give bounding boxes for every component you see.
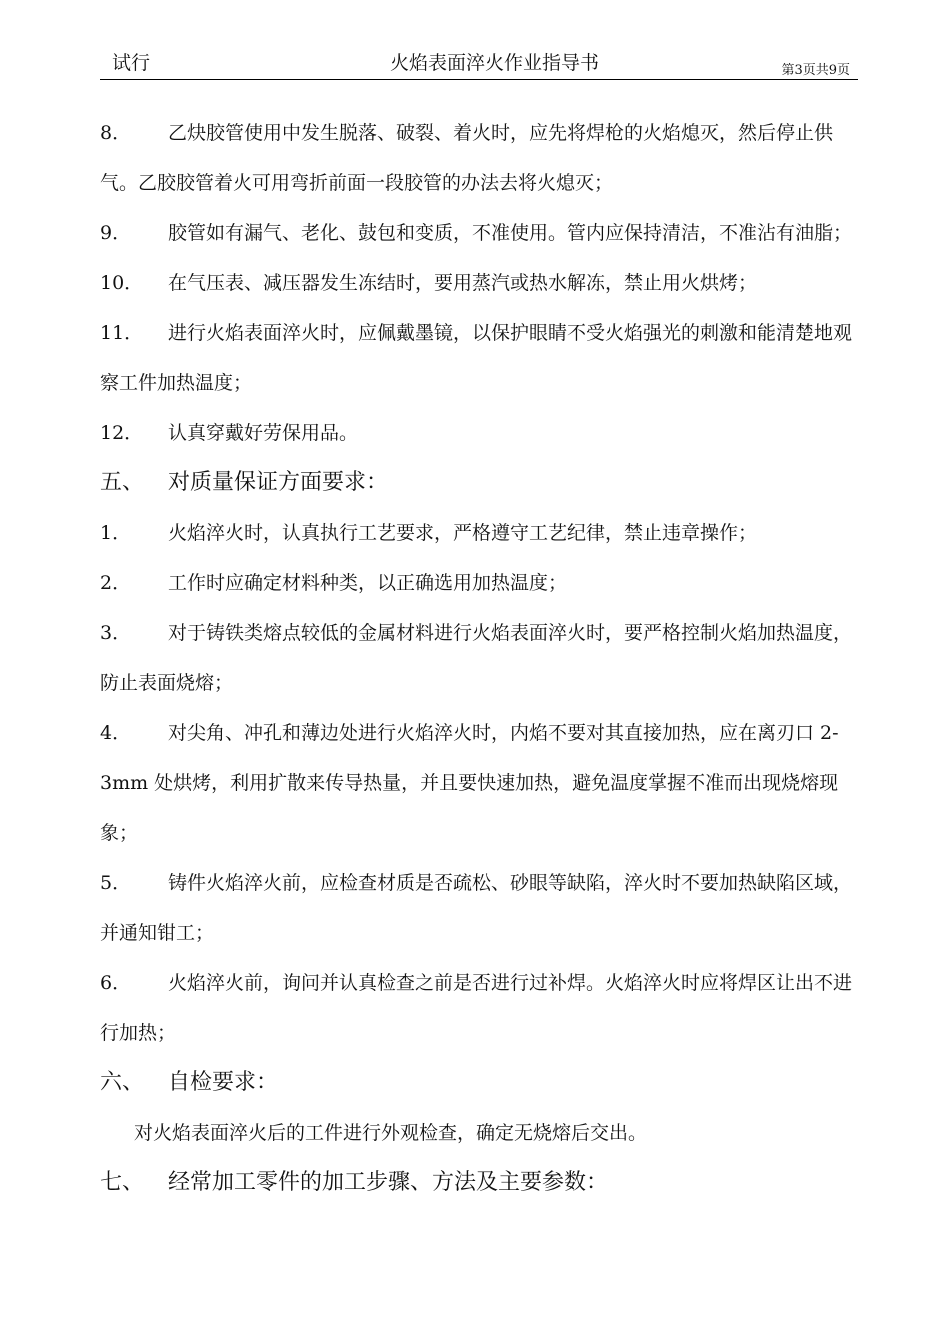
document-body bbox=[100, 108, 858, 1208]
item-number: 12． bbox=[100, 422, 144, 444]
list-item bbox=[100, 258, 858, 308]
item-number: 4． bbox=[100, 722, 132, 744]
section-title: 自检要求： bbox=[168, 1070, 279, 1095]
section-heading bbox=[100, 1158, 858, 1208]
section-title: 对质量保证方面要求： bbox=[168, 470, 389, 495]
item-number: 2． bbox=[100, 572, 132, 594]
list-item bbox=[100, 608, 858, 708]
item-text: 工作时应确定材料种类，以正确选用加热温度； bbox=[168, 572, 568, 594]
list-item bbox=[100, 308, 858, 408]
section-heading bbox=[100, 458, 858, 508]
list-item bbox=[100, 408, 858, 458]
item-text: 火焰淬火前，询问并认真检查之前是否进行过补焊。火焰淬火时应将焊区让出不进行加热； bbox=[100, 972, 853, 1044]
list-item bbox=[100, 508, 858, 558]
item-text: 铸件火焰淬火前，应检查材质是否疏松、砂眼等缺陷，淬火时不要加热缺陷区域，并通知钳工； bbox=[100, 872, 853, 944]
section-heading bbox=[100, 1058, 858, 1108]
item-text: 对尖角、冲孔和薄边处进行火焰淬火时，内焰不要对其直接加热，应在离刃口 2-3mm 处烘烤，利用扩散来传导热量，并且要快速加热，避免温度掌握不准而出现烧熔现象； bbox=[100, 722, 839, 844]
page-number: 第3页共9页 bbox=[781, 63, 850, 78]
document-title: 火焰表面淬火作业指导书 bbox=[390, 52, 600, 74]
page-header bbox=[100, 44, 858, 80]
item-text: 对于铸铁类熔点较低的金属材料进行火焰表面淬火时，要严格控制火焰加热温度，防止表面烧熔； bbox=[100, 622, 853, 694]
item-text: 认真穿戴好劳保用品。 bbox=[168, 422, 359, 444]
section-number: 六、 bbox=[100, 1070, 145, 1095]
item-text: 在气压表、减压器发生冻结时，要用蒸汽或热水解冻，禁止用火烘烤； bbox=[168, 272, 758, 294]
item-text: 乙炔胶管使用中发生脱落、破裂、着火时，应先将焊枪的火焰熄灭，然后停止供气。乙胶胶管着火可用弯折前面一段胶管的办法去将火熄灭； bbox=[100, 122, 834, 194]
item-text: 胶管如有漏气、老化、鼓包和变质，不准使用。管内应保持清洁，不准沾有油脂； bbox=[168, 222, 853, 244]
list-item bbox=[100, 558, 858, 608]
item-text: 进行火焰表面淬火时，应佩戴墨镜，以保护眼睛不受火焰强光的刺激和能清楚地观察工件加热温度； bbox=[100, 322, 853, 394]
item-text: 火焰淬火时，认真执行工艺要求，严格遵守工艺纪律，禁止违章操作； bbox=[168, 522, 758, 544]
item-number: 3． bbox=[100, 622, 132, 644]
list-item bbox=[100, 958, 858, 1058]
item-number: 6． bbox=[100, 972, 132, 994]
paragraph: 对火焰表面淬火后的工件进行外观检查，确定无烧熔后交出。 bbox=[134, 1122, 648, 1144]
header-rule bbox=[100, 79, 858, 80]
list-item bbox=[100, 108, 858, 208]
item-number: 8． bbox=[100, 122, 132, 144]
trial-label: 试行 bbox=[112, 52, 151, 74]
item-number: 11． bbox=[100, 322, 144, 344]
section-number: 七、 bbox=[100, 1170, 145, 1195]
item-number: 5． bbox=[100, 872, 132, 894]
section-title: 经常加工零件的加工步骤、方法及主要参数： bbox=[168, 1170, 609, 1195]
item-number: 10． bbox=[100, 272, 144, 294]
list-item bbox=[100, 858, 858, 958]
section-number: 五、 bbox=[100, 470, 145, 495]
item-number: 9． bbox=[100, 222, 132, 244]
list-item bbox=[100, 708, 858, 858]
item-number: 1． bbox=[100, 522, 132, 544]
list-item bbox=[100, 208, 858, 258]
